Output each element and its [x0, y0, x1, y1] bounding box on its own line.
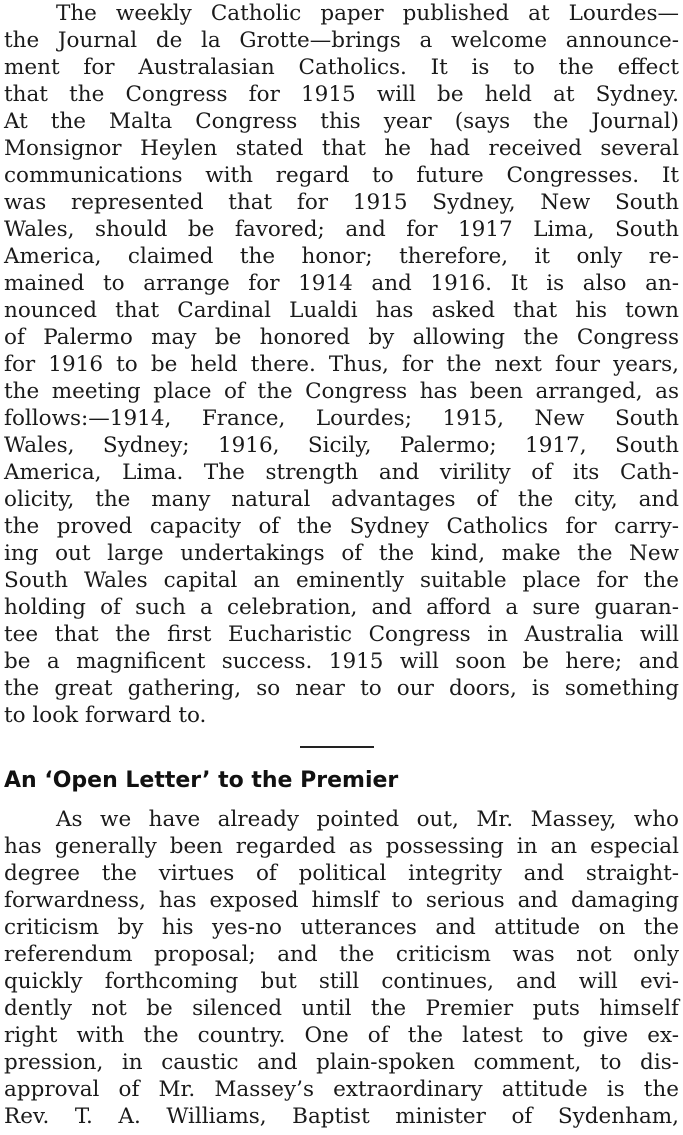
text-line: At the Malta Congress this year (says the Journal) [4, 109, 679, 134]
article-heading: An ‘Open Letter’ to the Premier [4, 768, 399, 793]
text-line: pression, in caustic and plain-spoken comment, to dis- [4, 1050, 679, 1075]
text-line: Rev. T. A. Williams, Baptist minister of Sydenham, [4, 1104, 679, 1129]
text-line: was represented that for 1915 Sydney, New South [4, 190, 679, 215]
text-line: America, Lima. The strength and virility of its Cath- [4, 460, 679, 485]
text-line: The weekly Catholic paper published at Lourdes— [56, 1, 679, 26]
text-line: has generally been regarded as possessing in an especial [4, 834, 679, 859]
text-line: that the Congress for 1915 will be held at Sydney. [4, 82, 679, 107]
text-line: olicity, the many natural advantages of the city, and [4, 487, 679, 512]
text-line: referendum proposal; and the criticism was not only [4, 942, 679, 967]
text-line: mained to arrange for 1914 and 1916. It is also an- [4, 271, 679, 296]
text-line: holding of such a celebration, and afford a sure guaran- [4, 595, 679, 620]
section-divider [300, 746, 374, 748]
text-line: Monsignor Heylen stated that he had received several [4, 136, 679, 161]
text-line: be a magnificent success. 1915 will soon be here; and [4, 649, 679, 674]
text-line: the proved capacity of the Sydney Catholics for carry- [4, 514, 679, 539]
text-line: the great gathering, so near to our doors, is something [4, 676, 679, 701]
text-line: approval of Mr. Massey’s extraordinary attitude is the [4, 1077, 679, 1102]
text-line: of Palermo may be honored by allowing the Congress [4, 325, 679, 350]
text-line: right with the country. One of the latest to give ex- [4, 1023, 679, 1048]
text-line: America, claimed the honor; therefore, it only re- [4, 244, 679, 269]
text-line: As we have already pointed out, Mr. Massey, who [56, 807, 679, 832]
text-line: dently not be silenced until the Premier puts himself [4, 996, 679, 1021]
text-line: South Wales capital an eminently suitable place for the [4, 568, 679, 593]
text-line: Wales, Sydney; 1916, Sicily, Palermo; 1917, South [4, 433, 679, 458]
text-line: degree the virtues of political integrity and straight- [4, 861, 679, 886]
text-line: communications with regard to future Congresses. It [4, 163, 679, 188]
text-line: nounced that Cardinal Lualdi has asked that his town [4, 298, 679, 323]
text-line: ing out large undertakings of the kind, make the New [4, 541, 679, 566]
text-line: the Journal de la Grotte—brings a welcome announce- [4, 28, 679, 53]
text-line: to look forward to. [4, 703, 207, 728]
text-line: follows:—1914, France, Lourdes; 1915, New South [4, 406, 679, 431]
text-line: the meeting place of the Congress has been arranged, as [4, 379, 679, 404]
text-line: Wales, should be favored; and for 1917 Lima, South [4, 217, 679, 242]
text-line: ment for Australasian Catholics. It is to the effect [4, 55, 679, 80]
text-line: quickly forthcoming but still continues, and will evi- [4, 969, 679, 994]
text-line: criticism by his yes-no utterances and attitude on the [4, 915, 679, 940]
text-line: forwardness, has exposed himslf to serious and damaging [4, 888, 679, 913]
text-line: tee that the first Eucharistic Congress in Australia will [4, 622, 679, 647]
text-line: for 1916 to be held there. Thus, for the next four years, [4, 352, 679, 377]
